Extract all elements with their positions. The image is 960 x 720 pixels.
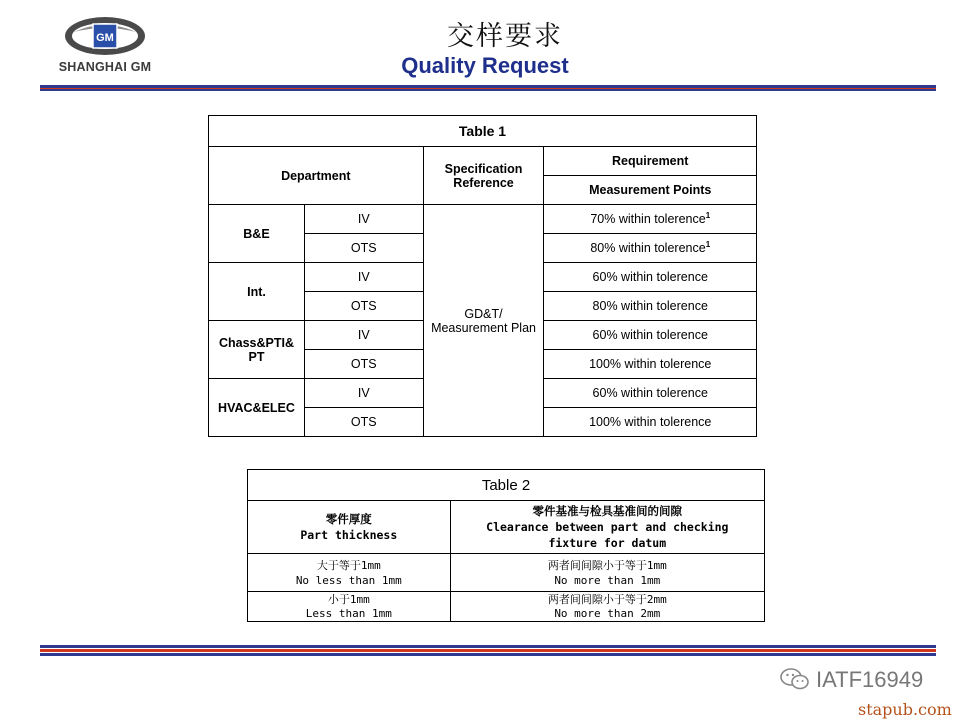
requirement-header: Requirement [544, 147, 757, 176]
phase-cell: OTS [304, 350, 423, 379]
header-rule-blue-lower [40, 89, 936, 91]
page-title-chinese: 交样要求 [447, 21, 563, 52]
requirement-cell: 60% within tolerence [544, 321, 757, 350]
requirement-cell: 100% within tolerence [544, 408, 757, 437]
phase-cell: IV [304, 263, 423, 292]
table-2-header-row [248, 501, 765, 554]
part-thickness-header: 零件厚度 Part thickness [248, 501, 451, 554]
clearance-header: 零件基准与检具基准间的间隙 Clearance between part and checking fixture for datum [450, 501, 764, 554]
phase-cell: IV [304, 379, 423, 408]
department-cell: B&E [209, 205, 305, 263]
wechat-icon [780, 667, 810, 691]
footer-rule-blue-lower [40, 653, 936, 656]
department-header: Department [209, 147, 424, 205]
table-2-caption: Table 2 [248, 470, 765, 501]
watermark-text: IATF16949 [816, 667, 924, 692]
footnote-marker: 1 [705, 240, 711, 250]
svg-text:GM: GM [96, 32, 114, 44]
footer-rule-blue [40, 645, 936, 648]
requirement-cell: 100% within tolerence [544, 350, 757, 379]
logo-text: SHANGHAI GM [58, 60, 152, 74]
specification-header: Specification Reference [423, 147, 544, 205]
thickness-cell: 小于1mm Less than 1mm [248, 592, 451, 622]
department-cell: HVAC&ELEC [209, 379, 305, 437]
specification-cell: GD&T/ Measurement Plan [423, 205, 544, 437]
requirement-cell: 70% within tolerence$^1$ [544, 205, 757, 234]
department-cell: Int. [209, 263, 305, 321]
measurement-points-header: Measurement Points [544, 176, 757, 205]
phase-cell: OTS [304, 292, 423, 321]
requirement-cell: 60% within tolerence [544, 379, 757, 408]
clearance-cell: 两者间间隙小于等于2mm No more than 2mm [450, 592, 764, 622]
table-row [248, 592, 765, 622]
requirement-cell: 80% within tolerence$^1$ [544, 234, 757, 263]
gm-emblem-icon [62, 14, 148, 60]
page-title-english: Quality Request [401, 53, 569, 78]
thickness-cell: 大于等于1mm No less than 1mm [248, 554, 451, 592]
requirement-cell: 80% within tolerence [544, 292, 757, 321]
clearance-cell: 两者间间隙小于等于1mm No more than 1mm [450, 554, 764, 592]
phase-cell: OTS [304, 234, 423, 263]
table-row [209, 205, 757, 234]
table-1-caption-row [209, 116, 757, 147]
phase-cell: IV [304, 205, 423, 234]
footnote-marker: 1 [705, 211, 711, 221]
phase-cell: OTS [304, 408, 423, 437]
site-watermark: stapub.com [858, 700, 952, 719]
footer-rule-red [40, 649, 936, 652]
table-2-caption-row [248, 470, 765, 501]
table-row [248, 554, 765, 592]
table-1-caption: Table 1 [209, 116, 757, 147]
shanghai-gm-logo [46, 14, 164, 76]
department-cell: Chass&PTI& PT [209, 321, 305, 379]
watermark [780, 667, 923, 693]
table-1 [208, 115, 757, 437]
table-2 [247, 469, 765, 622]
table-1-header-row [209, 147, 757, 176]
requirement-cell: 60% within tolerence [544, 263, 757, 292]
phase-cell: IV [304, 321, 423, 350]
